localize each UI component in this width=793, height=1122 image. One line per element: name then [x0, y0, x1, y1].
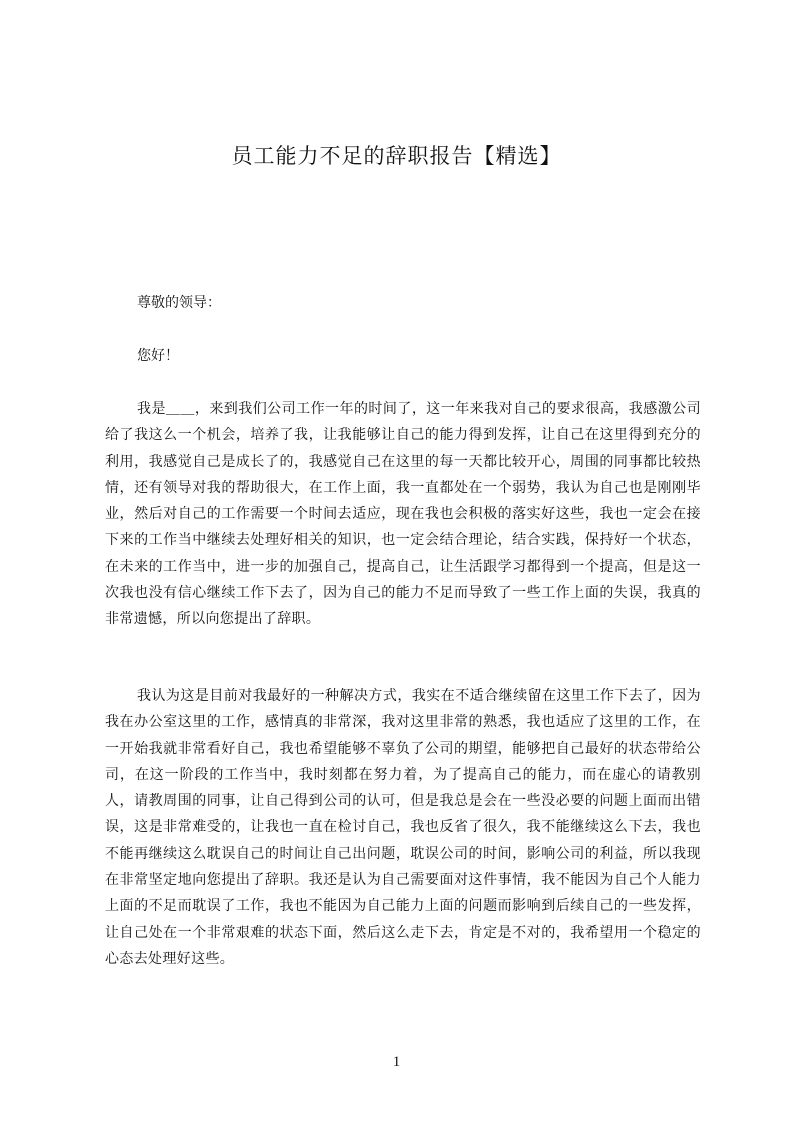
- body-paragraph-1: 我是＿＿，来到我们公司工作一年的时间了，这一年来我对自己的要求很高，我感激公司给了我这么一个机会，培养了我，让我能够让自己的能力得到发挥，让自己在这里得到充分的利用，我感觉自己是成长了的，我感觉自己在这里的每一天都比较开心，周围的同事都比较热情，还有领导对我的帮助很大，在工作上面，我一直都处在一个弱势，我认为自己也是刚刚毕业，然后对自己的工作需要一个时间去适应，现在我也会积极的落实好这些，我也一定会在接下来的工作当中继续去处理好相关的知识，也一定会结合理论，结合实践，保持好一个状态，在未来的工作当中，进一步的加强自己，提高自己，让生活跟学习都得到一个提高，但是这一次我也没有信心继续工作下去了，因为自己的能力不足而导致了一些工作上面的失误，我真的非常遗憾，所以向您提出了辞职。: [105, 401, 701, 628]
- hello-line: 您好！: [137, 348, 179, 364]
- body-paragraph-2: 我认为这是目前对我最好的一种解决方式，我实在不适合继续留在这里工作下去了，因为我在办公室这里的工作，感情真的非常深，我对这里非常的熟悉，我也适应了这里的工作，在一开始我就非常看好自己，我也希望能够不辜负了公司的期望，能够把自己最好的状态带给公司，在这一阶段的工作当中，我时刻都在努力着，为了提高自己的能力，而在虚心的请教别人，请教周围的同事，让自己得到公司的认可，但是我总是会在一些没必要的问题上面而出错误，这是非常难受的，让我也一直在检讨自己，我也反省了很久，我不能继续这么下去，我也不能再继续这么耽误自己的时间让自己出问题，耽误公司的时间，影响公司的利益，所以我现在非常坚定地向您提出了辞职。我还是认为自己需要面对这件事情，我不能因为自己个人能力上面的不足而耽误了工作，我也不能因为自己能力上面的问题而影响到后续自己的一些发挥，让自己处在一个非常艰难的状态下面，然后这么走下去，肯定是不对的，我希望用一个稳定的心态去处理好这些。: [105, 688, 701, 967]
- document-title: 员工能力不足的辞职报告【精选】: [231, 144, 562, 168]
- page-number: 1: [392, 1054, 401, 1070]
- greeting-line: 尊敬的领导：: [137, 295, 221, 311]
